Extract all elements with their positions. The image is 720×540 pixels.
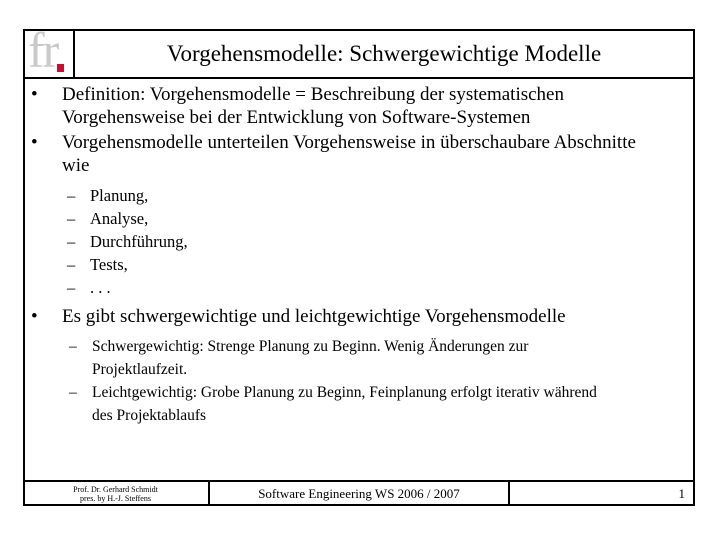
bullet-line: Definition: Vorgehensmodelle = Beschreibung der systematischen — [62, 84, 564, 105]
dash-mark: – — [67, 186, 76, 205]
sub-item-text: Analyse, — [90, 209, 149, 228]
slide-content — [31, 83, 687, 427]
bullet-mark: • — [31, 84, 38, 105]
sub-item — [31, 253, 687, 276]
footer-author-line: pres. by H.-J. Steffens — [80, 494, 151, 503]
sub-item-text: . . . — [90, 278, 111, 297]
sub-item-line: Leichtgewichtig: Grobe Planung zu Beginn, Feinplanung erfolgt iterativ während — [92, 384, 597, 401]
bullet-model-types — [31, 305, 687, 328]
footer-author-line: Prof. Dr. Gerhard Schmidt — [73, 485, 158, 494]
sub-item-line: Schwergewichtig: Strenge Planung zu Beginn. Wenig Änderungen zur — [92, 338, 529, 355]
header-divider — [25, 77, 693, 79]
dash-mark: – — [69, 384, 77, 401]
sub-item — [31, 230, 687, 253]
dash-mark: – — [67, 278, 76, 297]
dash-mark: – — [67, 209, 76, 228]
slide-title: Vorgehensmodelle: Schwergewichtige Modelle — [166, 41, 602, 66]
sub-item-lightweight — [31, 381, 687, 427]
sub-item-line: Projektlaufzeit. — [92, 361, 188, 378]
bullet-line: Es gibt schwergewichtige und leichtgewichtige Vorgehensmodelle — [62, 306, 566, 327]
logo-text: fr — [28, 31, 58, 77]
sub-item-heavyweight — [31, 335, 687, 381]
dash-mark: – — [69, 338, 77, 355]
bullet-line: wie — [62, 155, 90, 176]
slide-footer — [23, 480, 695, 506]
bullet-definition — [31, 83, 687, 129]
footer-author — [23, 482, 210, 506]
footer-course: Software Engineering WS 2006 / 2007 — [210, 482, 510, 506]
sub-item-line: des Projektablaufs — [92, 407, 207, 424]
sub-item — [31, 276, 687, 299]
bullet-mark: • — [31, 132, 38, 153]
slide-frame — [23, 29, 695, 506]
sub-item — [31, 207, 687, 230]
logo — [25, 31, 75, 77]
sub-item-text: Tests, — [90, 255, 128, 274]
sub-item-text: Planung, — [90, 186, 149, 205]
logo-red-dot — [57, 64, 64, 72]
dash-mark: – — [67, 255, 76, 274]
bullet-phases — [31, 131, 687, 177]
sub-item — [31, 184, 687, 207]
bullet-line: Vorgehensmodelle unterteilen Vorgehensweise in überschaubare Abschnitte — [62, 132, 636, 153]
sub-item-text: Durchführung, — [90, 232, 188, 251]
dash-mark: – — [67, 232, 76, 251]
bullet-line: Vorgehensweise bei der Entwicklung von Software-Systemen — [62, 107, 531, 128]
page-number: 1 — [678, 486, 685, 501]
bullet-mark: • — [31, 306, 38, 327]
